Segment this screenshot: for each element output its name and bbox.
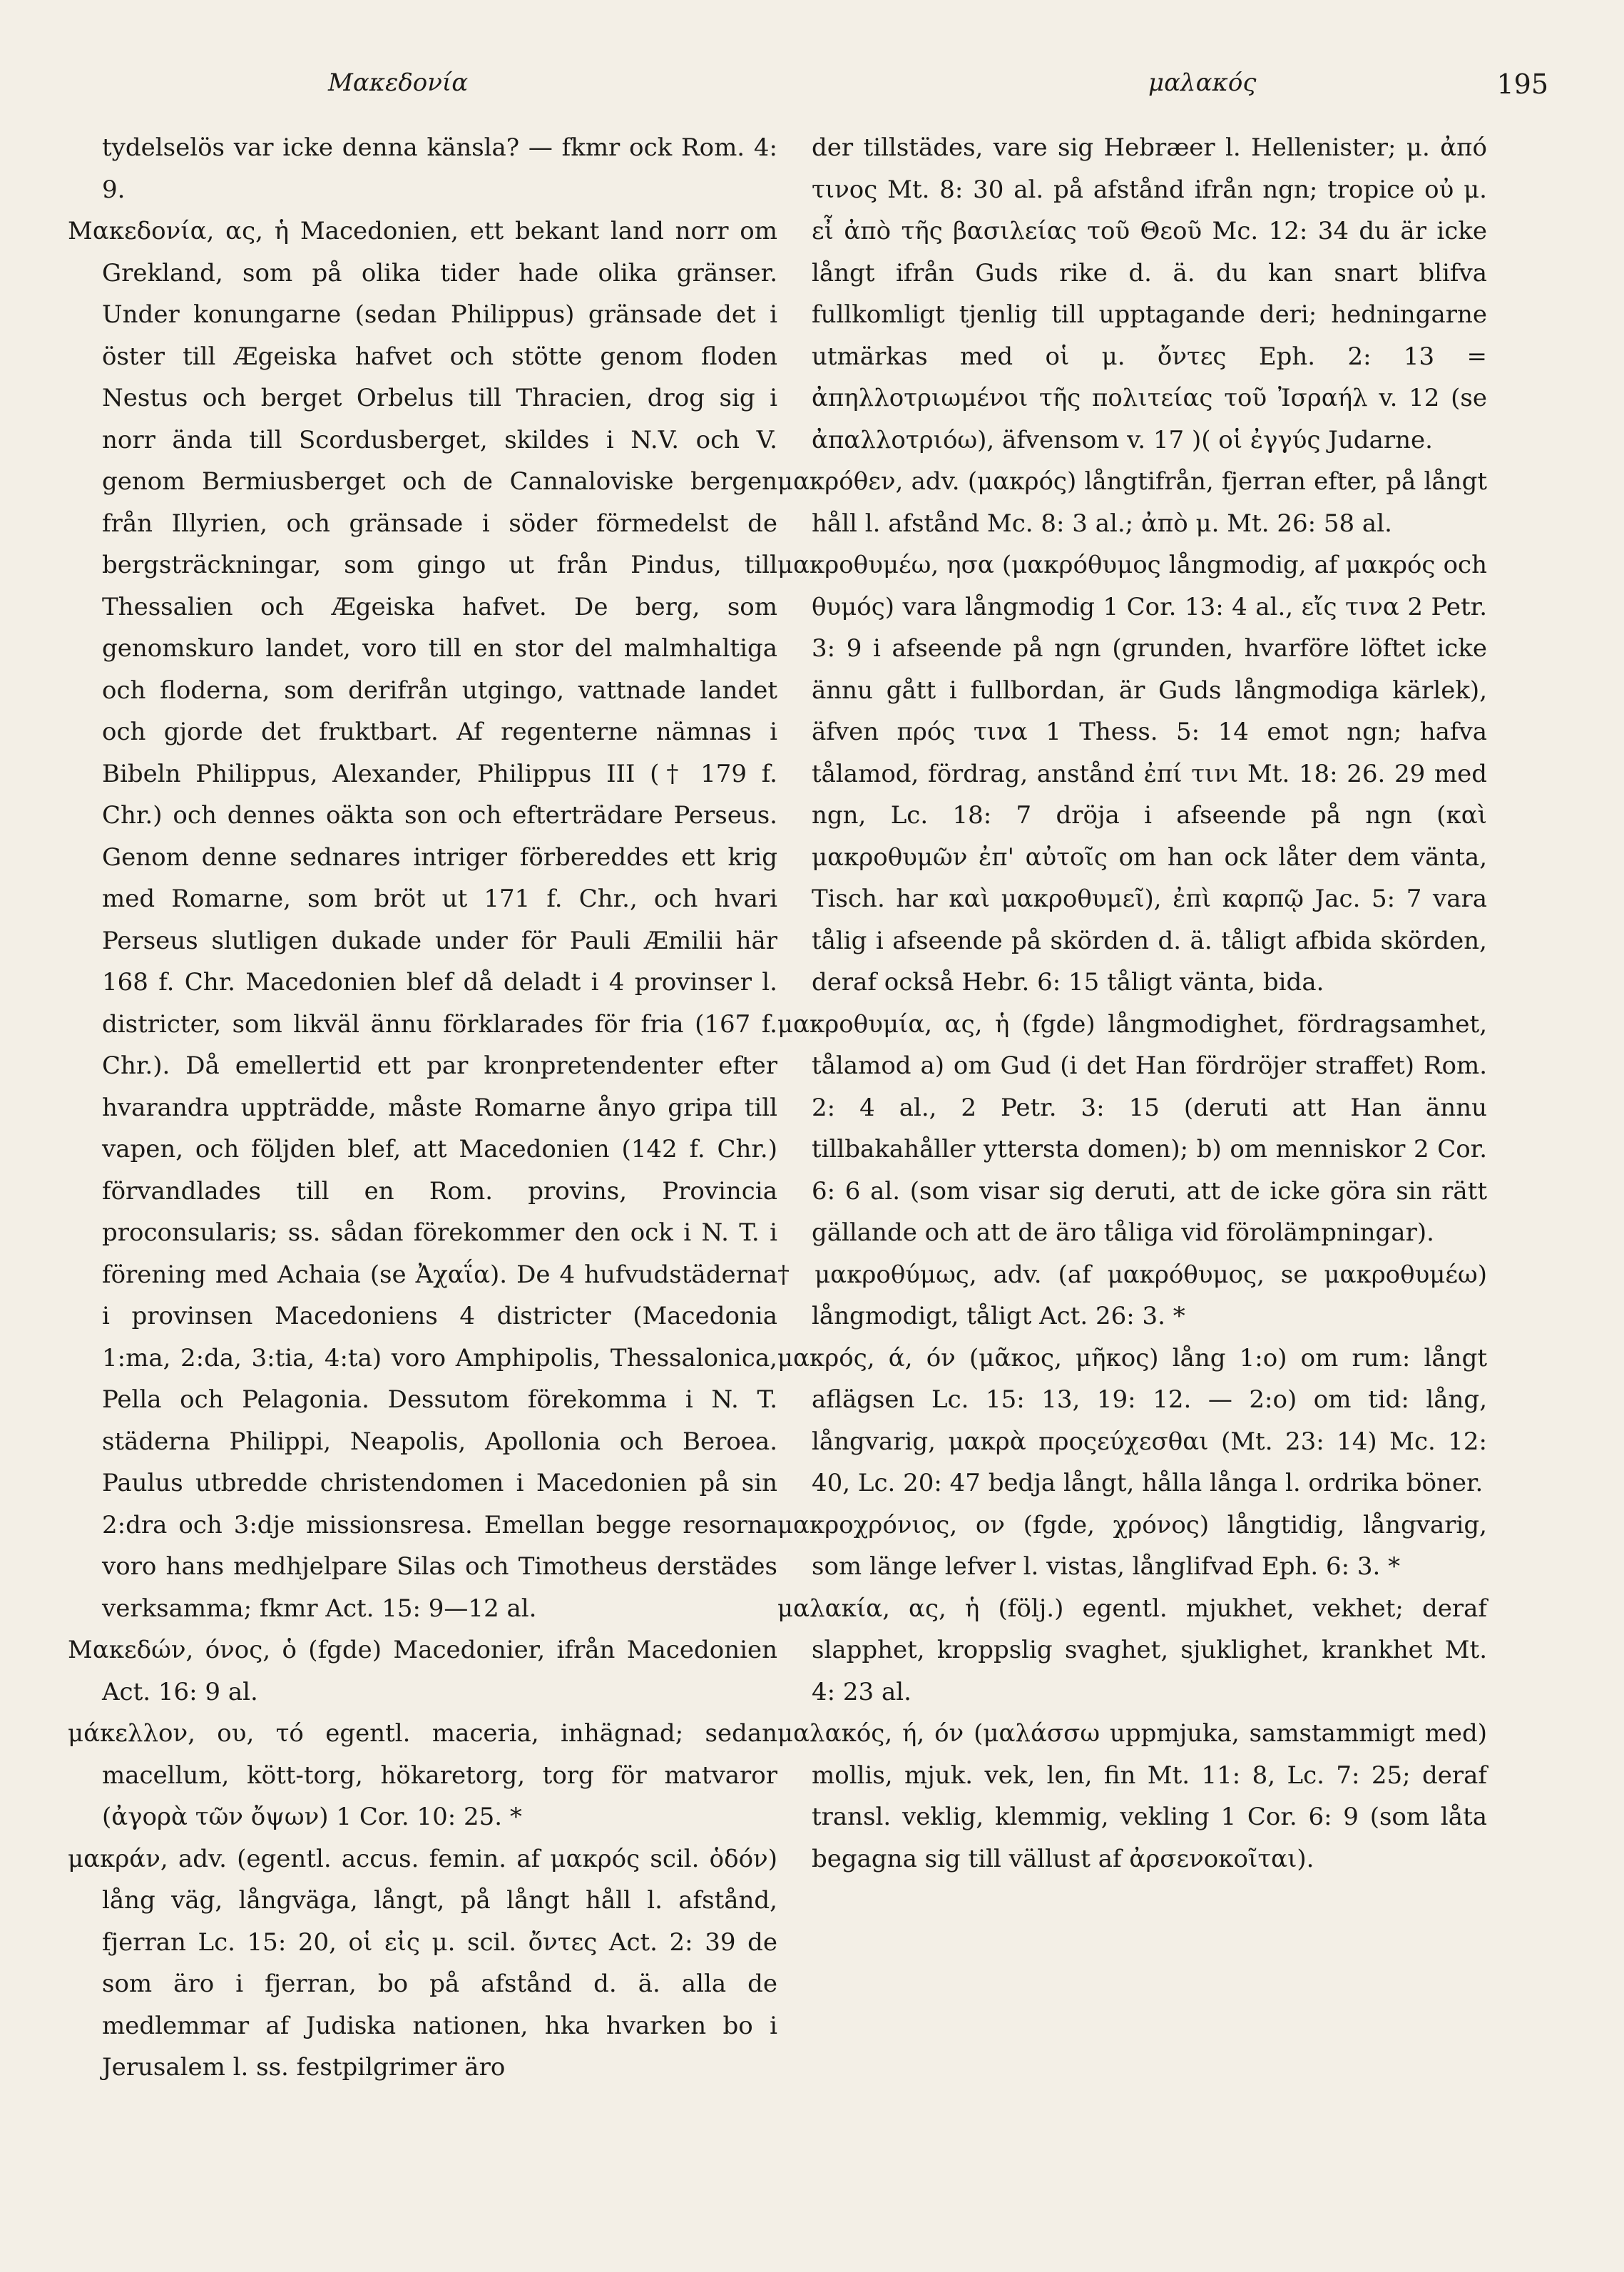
page-number: 195	[1496, 68, 1548, 100]
entry-makrothymia: μακροθυμία, ας, ἡ (fgde) långmodighet, fördragsamhet, tålamod a) om Gud (i det Han fördröjer straffet) Rom. 2: 4 al., 2 Petr. 3: 15 (deruti att Han ännu tillbakahåller yttersta domen); b) om menniskor 2 Cor. 6: 6 al. (som visar sig deruti, att de icke göra sin rätt gällande och att de äro tåliga vid förolämpningar).	[777, 1009, 1487, 1247]
entry-makros: μακρός, ά, όν (μᾶκος, μῆκος) lång 1:o) om rum: långt aflägsen Lc. 15: 13, 19: 12. — 2:o) om tid: lång, långvarig, μακρὰ προςεύχεσθαι (Mt. 23: 14) Mc. 12: 40, Lc. 20: 47 bedja långt, hålla långa l. ordrika böner.	[777, 1343, 1487, 1497]
header-right-word: μαλακός	[1148, 68, 1257, 97]
entry-makrothen: μακρόθεν, adv. (μακρός) långtifrån, fjerran efter, på långt håll l. afstånd Mc. 8: 3 al.; ἀπὸ μ. Mt. 26: 58 al.	[777, 467, 1487, 538]
running-header	[64, 68, 1560, 111]
entry-continuation: tydelselös var icke denna känsla? — fkmr ock Rom. 4: 9.	[102, 133, 777, 204]
left-column	[68, 127, 777, 2089]
entry-makrochronios: μακροχρόνιος, ον (fgde, χρόνος) långtidig, långvarig, som länge lefver l. vistas, långlifvad Eph. 6: 3. *	[777, 1510, 1487, 1581]
entry-makran: μακράν, adv. (egentl. accus. femin. af μακρός scil. ὁδόν) lång väg, långväga, långt, på långt håll l. afstånd, fjerran Lc. 15: 20, οἱ εἰς μ. scil. ὄντες Act. 2: 39 de som äro i fjerran, bo på afstånd d. ä. alla de medlemmar af Judiska nationen, hka hvarken bo i Jerusalem l. ss. festpilgrimer äro	[68, 1844, 777, 2082]
entry-malakia: μαλακία, ας, ἡ (följ.) egentl. mjukhet, vekhet; deraf slapphet, kroppslig svaghet, sjuklighet, krankhet Mt. 4: 23 al.	[777, 1594, 1487, 1706]
entry-makran-continuation: der tillstädes, vare sig Hebræer l. Hellenister; μ. ἀπό τινος Mt. 8: 30 al. på afstånd ifrån ngn; tropice οὐ μ. εἶ ἀπὸ τῆς βασιλείας τοῦ Θεοῦ Mc. 12: 34 du är icke långt ifrån Guds rike d. ä. du kan snart blifva fullkomligt tjenlig till upptagande deri; hedningarne utmärkas med οἱ μ. ὄντες Eph. 2: 13 = ἀπηλλοτριωμένοι τῆς πολιτείας τοῦ Ἰσραήλ v. 12 (se ἀπαλλοτριόω), äfvensom v. 17 )( οἱ ἐγγύς Judarne.	[812, 133, 1487, 454]
right-column	[777, 127, 1487, 1880]
entry-makedon: Μακεδών, όνος, ὁ (fgde) Macedonier, ifrån Macedonien Act. 16: 9 al.	[68, 1636, 777, 1706]
entry-makellon: μάκελλον, ου, τό egentl. maceria, inhägnad; sedan macellum, kött-torg, hökaretorg, torg för matvaror (ἀγορὰ τῶν ὄψων) 1 Cor. 10: 25. *	[68, 1719, 777, 1831]
entry-makrothymeo: μακροθυμέω, ησα (μακρόθυμος långmodig, af μακρός och θυμός) vara långmodig 1 Cor. 13: 4 al., εἴς τινα 2 Petr. 3: 9 i afseende på ngn (grunden, hvarföre löftet icke ännu gått i fullbordan, är Guds långmodiga kärlek), äfven πρός τινα 1 Thess. 5: 14 emot ngn; hafva tålamod, fördrag, anstånd ἐπί τινι Mt. 18: 26. 29 med ngn, Lc. 18: 7 dröja i afseende på ngn (καὶ μακροθυμῶν ἐπ' αὐτοῖς om han ock låter dem vänta, Tisch. har καὶ μακροθυμεῖ), ἐπὶ καρπῷ Jac. 5: 7 vara tålig i afseende på skörden d. ä. tåligt afbida skörden, deraf också Hebr. 6: 15 tåligt vänta, bida.	[777, 551, 1487, 997]
header-left-word: Μακεδονία	[328, 68, 469, 97]
entry-makrothymos-adv: † μακροθύμως, adv. (af μακρόθυμος, se μακροθυμέω) långmodigt, tåligt Act. 26: 3. *	[777, 1260, 1487, 1330]
entry-malakos: μαλακός, ή, όν (μαλάσσω uppmjuka, samstammigt med) mollis, mjuk. vek, len, fin Mt. 11: 8, Lc. 7: 25; deraf transl. veklig, klemmig, vekling 1 Cor. 6: 9 (som låta begagna sig till vällust af ἀρσενοκοῖται).	[777, 1719, 1487, 1873]
entry-makedonia: Μακεδονία, ας, ἡ Macedonien, ett bekant land norr om Grekland, som på olika tider hade olika gränser. Under konungarne (sedan Philippus) gränsade det i öster till Ægeiska hafvet och stötte genom floden Nestus och berget Orbelus till Thracien, drog sig i norr ända till Scordusberget, skildes i N.V. och V. genom Bermiusberget och de Cannaloviske bergen från Illyrien, och gränsade i söder förmedelst de bergsträckningar, som gingo ut från Pindus, till Thessalien och Ægeiska hafvet. De berg, som genomskuro landet, voro till en stor del malmhaltiga och floderna, som derifrån utgingo, vattnade landet och gjorde det fruktbart. Af regenterne nämnas i Bibeln Philippus, Alexander, Philippus III († 179 f. Chr.) och dennes oäkta son och efterträdare Perseus. Genom denne sednares intriger förbereddes ett krig med Romarne, som bröt ut 171 f. Chr., och hvari Perseus slutligen dukade under för Pauli Æmilii här 168 f. Chr. Macedonien blef då deladt i 4 provinser l. districter, som likväl ännu förklarades för fria (167 f. Chr.). Då emellertid ett par kronpretendenter efter hvarandra uppträdde, måste Romarne ånyo gripa till vapen, och följden blef, att Macedonien (142 f. Chr.) förvandlades till en Rom. provins, Provincia proconsularis; ss. sådan förekommer den ock i N. T. i förening med Achaia (se Ἀχαΐα). De 4 hufvudstäderna i provinsen Macedoniens 4 districter (Macedonia 1:ma, 2:da, 3:tia, 4:ta) voro Amphipolis, Thessalonica, Pella och Pelagonia. Dessutom förekomma i N. T. städerna Philippi, Neapolis, Apollonia och Beroea. Paulus utbredde christendomen i Macedonien på sin 2:dra och 3:dje missionsresa. Emellan begge resorna voro hans medhjelpare Silas och Timotheus derstädes verksamma; fkmr Act. 15: 9—12 al.	[68, 217, 777, 1623]
